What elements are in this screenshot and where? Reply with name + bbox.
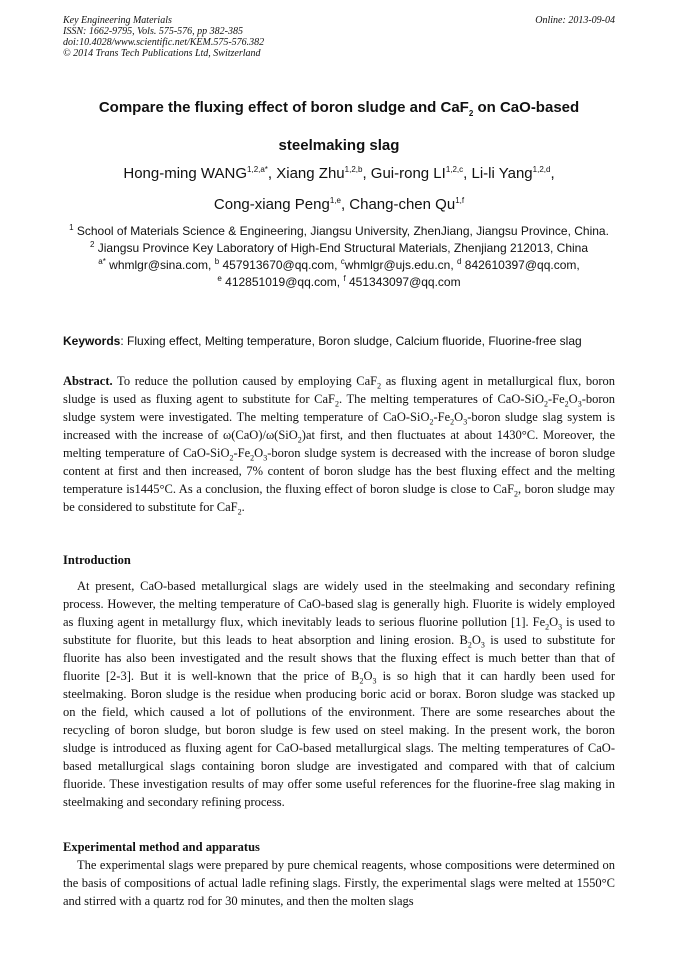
subscript: 2 (297, 435, 302, 445)
author: , Chang-chen Qu (340, 196, 456, 213)
emails-line-2 (63, 274, 615, 291)
section-heading-method: Experimental method and apparatus (63, 840, 260, 854)
author: , Xiang Zhu (267, 165, 345, 182)
email-sup: d (457, 257, 462, 266)
subscript: 2 (334, 399, 339, 409)
online-date: Online: 2013-09-04 (535, 15, 615, 26)
affil-text: Jiangsu Province Key Laboratory of High-End Structural Materials, Zhenjiang 212013, China (94, 241, 589, 255)
email: 451343097@qq.com (345, 275, 461, 289)
paper-title (63, 89, 615, 165)
para-text: O (471, 633, 481, 647)
author-sup: 1,2,c (445, 165, 464, 174)
abstract-text: . (241, 500, 245, 514)
abstract-text: To reduce the pollution caused by employing CaF (112, 374, 378, 388)
keywords-label: Keywords (63, 334, 121, 348)
subscript: 2 (467, 640, 472, 650)
email: 457913670@qq.com, (219, 258, 341, 272)
abstract-text: , boron sludge may be considered to substitute for CaF (63, 482, 616, 514)
abstract-label: Abstract. (63, 374, 113, 388)
keywords (63, 333, 615, 349)
abstract-text: -boron sludge system is decreased with the increase of boron sludge content at first and then increased, 7% content of boron sludge has the best fluxing effect and the melting temperature is1445°C. As a conclusion, the fluxing effect of boron sludge is close to CaF (63, 446, 615, 496)
subscript: 2 (377, 381, 382, 391)
author-sup: 1,f (455, 196, 465, 205)
para-text: is used to substitute for fluorite has also been investigated and the result shows that the fluxing effect is much better than that of fluorite [2-3]. But it is well-known that the price of B (63, 633, 615, 683)
method-paragraph: The experimental slags were prepared by pure chemical reagents, whose compositions were determined on the basis of compositions of actual ladle refining slags. Firstly, the experimental slags were melted at 1550°C and stirred with a quartz rod for 30 minutes, and then the molten slags (63, 858, 615, 908)
subscript: 2 (229, 453, 234, 463)
subscript: 3 (263, 453, 268, 463)
author-sup: 1,2,d (532, 165, 551, 174)
author-sup: 1,2,a* (247, 165, 268, 174)
email: whmlgr@ujs.edu.cn, (344, 258, 457, 272)
abstract-text: -boron sludge system were investigated. The melting temperature of CaO-SiO (63, 392, 616, 424)
abstract-text: as fluxing agent in metallurgical flux, boron sludge is used as fluxing agent to substitute for CaF (63, 374, 616, 406)
para-text: is used to substitute for fluorite, but this leads to heat absorption and lining erosion. B (63, 615, 615, 647)
affil-sup: 1 (69, 223, 74, 232)
subscript: 2 (543, 399, 548, 409)
abstract-text: -Fe (433, 410, 451, 424)
title-text: Compare the fluxing effect of boron sludge and CaF (98, 99, 469, 116)
copyright-line: © 2014 Trans Tech Publications Ltd, Switzerland (63, 48, 261, 59)
abstract-text: O (254, 446, 264, 460)
subscript: 2 (359, 676, 364, 686)
email-sup: f (343, 274, 346, 283)
title-subscript: 2 (468, 109, 474, 118)
para-text: O (549, 615, 559, 629)
email: 842610397@qq.com, (461, 258, 580, 272)
author: , Gui-rong LI (362, 165, 446, 182)
author-list (63, 158, 615, 220)
email-sup: e (217, 274, 222, 283)
author-sup: 1,e (329, 196, 341, 205)
affil-sup: 2 (89, 240, 95, 249)
abstract-text: -Fe (233, 446, 251, 460)
affil-text: School of Materials Science & Engineering, Jiangsu University, ZhenJiang, Jiangsu Province, China. (73, 224, 609, 238)
abstract-text: -Fe (547, 392, 565, 406)
affiliation-2 (63, 240, 615, 257)
title-text-2: on CaO-based steelmaking slag (278, 99, 580, 154)
author-sup: 1,2,b (344, 165, 363, 174)
email-sup: b (214, 257, 220, 266)
subscript: 3 (463, 417, 468, 427)
emails-line-1 (63, 257, 615, 274)
para-text: O (363, 669, 373, 683)
author-sep: , (550, 165, 555, 182)
doi-line: doi:10.4028/www.scientific.net/KEM.575-576.382 (63, 37, 265, 48)
section-heading-introduction: Introduction (63, 553, 131, 567)
abstract-text: )at first, and then fluctuates at about 1430°C. Moreover, the melting temperature of CaO-SiO (63, 428, 615, 460)
subscript: 3 (372, 676, 377, 686)
subscript: 2 (250, 453, 255, 463)
subscript: 2 (237, 507, 242, 517)
para-text: is so high that it can hardly been used for steelmaking. Boron sludge is the residue when producing boric acid or borax. Boron sludge was stacked up on the field, which caused a lot of pollutions of the environment. There are some researches about the recycling of boron sludge, but boron sludge is few used on steel making. In the present work, the boron sludge is introduced as fluxing agent for CaO-based metallurgical slags. The melting temperatures of CaO-based metallurgical slags containing boron sludge are investigated and compared with that of calcium fluoride. These investigation results of may offer some useful references for the fluorine-free slag making in steelmaking and secondary refining process. (63, 669, 615, 809)
subscript: 3 (558, 622, 563, 632)
keywords-text: : Fluxing effect, Melting temperature, Boron sludge, Calcium fluoride, Fluorine-free slag (120, 334, 582, 348)
email-sup: c (340, 257, 345, 266)
issn-line: ISSN: 1662-9795, Vols. 575-576, pp 382-385 (63, 26, 243, 37)
introduction-paragraph (63, 577, 615, 811)
subscript: 2 (564, 399, 569, 409)
author: Cong-xiang Peng (213, 196, 330, 213)
subscript: 2 (514, 489, 519, 499)
author: , Li-li Yang (463, 165, 533, 182)
email-sup: a* (98, 257, 106, 266)
subscript: 2 (429, 417, 434, 427)
journal-name: Key Engineering Materials (63, 15, 172, 26)
abstract (63, 372, 615, 516)
subscript: 2 (545, 622, 550, 632)
abstract-text: -boron sludge slag system is increased with the increase of ω(CaO)/ω(SiO (63, 410, 615, 442)
abstract-text: . The melting temperatures of CaO-SiO (338, 392, 544, 406)
abstract-text: O (454, 410, 464, 424)
affiliations (63, 223, 615, 291)
subscript: 3 (577, 399, 582, 409)
journal-header (63, 15, 615, 59)
email: 412851019@qq.com, (221, 275, 344, 289)
author: Hong-ming WANG (123, 165, 248, 182)
email: whmlgr@sina.com, (105, 258, 215, 272)
subscript: 3 (480, 640, 485, 650)
subscript: 2 (450, 417, 455, 427)
abstract-text: O (568, 392, 578, 406)
affiliation-1 (63, 223, 615, 240)
para-text: At present, CaO-based metallurgical slags are widely used in the steelmaking and secondary refining process. However, the melting temperature of CaO-based slag is generally high. Fluorite is widely employed as fluxing agent in metallurgy flux, which inevitably leads to serious fluorine pollution [1]. Fe (63, 579, 615, 629)
